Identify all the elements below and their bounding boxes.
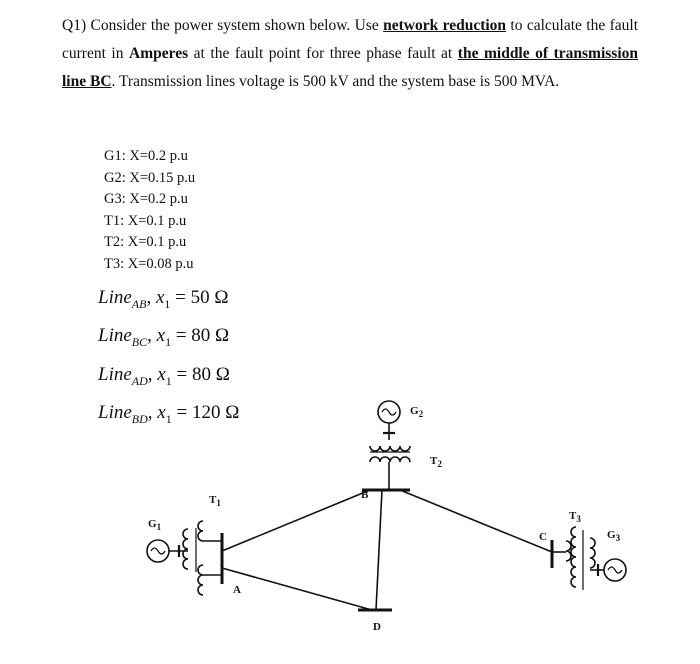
param-t3: T3: X=0.08 p.u bbox=[104, 255, 194, 272]
transformer-t1 bbox=[183, 521, 222, 595]
question-text-1: Consider the power system shown below. Use bbox=[90, 17, 379, 34]
label-t2: $T_2$ bbox=[430, 455, 442, 469]
transformer-t3 bbox=[552, 527, 604, 590]
question-number: Q1) bbox=[62, 17, 87, 34]
line-bc-wire bbox=[400, 490, 552, 552]
param-g3: G3: X=0.2 p.u bbox=[104, 191, 188, 207]
line-bd-wire bbox=[376, 490, 382, 610]
param-t1: T1: X=0.1 p.u bbox=[104, 212, 187, 229]
label-bus-c: C bbox=[539, 531, 547, 543]
transformer-t2 bbox=[370, 446, 410, 490]
label-g1: $G_1$ bbox=[148, 518, 162, 532]
generator-g3 bbox=[604, 559, 626, 581]
line-ab: Line$_{AB}$, $x_1 = 50$ Ω bbox=[98, 287, 229, 311]
label-t1: $T_1$ bbox=[209, 494, 221, 508]
generator-g2 bbox=[378, 401, 400, 440]
line-ad-wire bbox=[222, 568, 372, 610]
question-text-2: to calculate the fault current in bbox=[62, 17, 639, 62]
label-bus-a: A bbox=[233, 584, 241, 596]
question-text-4: . Transmission lines voltage is 500 kV and the system base is 500 MVA. bbox=[111, 73, 560, 90]
label-g2: $G_2$ bbox=[410, 405, 424, 419]
line-ad: Line$_{AD}$, $x_1 = 80$ Ω bbox=[98, 363, 230, 388]
label-g3: $G_3$ bbox=[607, 529, 621, 543]
label-bus-b: B bbox=[361, 489, 369, 501]
emphasis-amperes: Amperes bbox=[129, 45, 189, 62]
line-ab-wire bbox=[222, 490, 370, 551]
param-t2: T2: X=0.1 p.u bbox=[104, 234, 187, 250]
line-bd: Line$_{BD}$, $x_1 = 120$ Ω bbox=[98, 401, 240, 426]
label-bus-d: D bbox=[373, 621, 381, 633]
param-g1: G1: X=0.2 p.u bbox=[104, 148, 188, 164]
label-t3: $T_3$ bbox=[569, 510, 581, 524]
param-g2: G2: X=0.15 p.u bbox=[104, 169, 196, 186]
question-text-3: at the fault point for three phase fault at bbox=[193, 45, 453, 62]
emphasis-network-reduction: network reduction bbox=[383, 17, 507, 34]
emphasis-fault-location: the middle of transmission line BC bbox=[62, 45, 638, 90]
generator-g1 bbox=[147, 540, 188, 562]
line-bc: Line$_{BC}$, $x_1 = 80$ Ω bbox=[98, 325, 230, 350]
